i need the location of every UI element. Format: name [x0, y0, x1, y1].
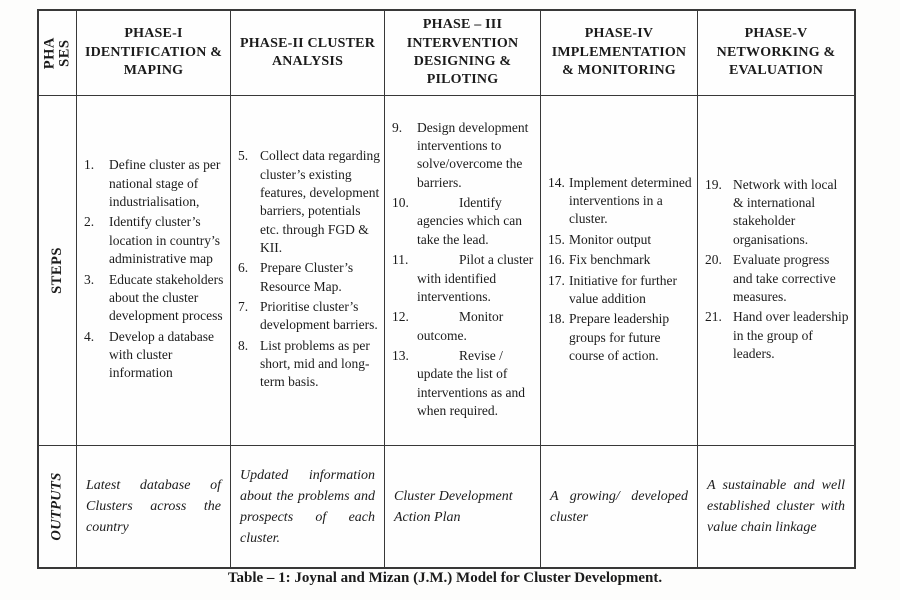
step-number: 18.: [548, 311, 565, 327]
step-number: 15.: [548, 231, 565, 247]
row-label-steps-cell: [39, 96, 77, 446]
step-item: [238, 259, 381, 296]
step-item: [84, 328, 227, 383]
step-text: Prioritise cluster’s development barriers.: [260, 299, 378, 333]
step-text: Monitor outcome.: [417, 309, 504, 343]
step-item: [392, 194, 537, 249]
step-item: [548, 174, 694, 229]
step-text: Prepare Cluster’s Resource Map.: [260, 260, 354, 294]
step-text: Initiative for further value addition: [569, 272, 677, 306]
step-item: [392, 308, 537, 345]
step-item: [84, 156, 227, 211]
step-text: Design development interventions to solve/overcome the barriers.: [417, 119, 529, 190]
phase-3-steps-cell: [385, 96, 541, 446]
phase-2-steps-cell: [231, 96, 385, 446]
step-item: [84, 271, 227, 326]
step-number: 1.: [84, 157, 95, 173]
step-text: Define cluster as per national stage of industrialisation,: [109, 157, 221, 210]
phase-4-steps-cell: [541, 96, 698, 446]
step-number: 6.: [238, 260, 249, 276]
step-item: [392, 347, 537, 420]
step-item: [84, 213, 227, 268]
step-number: 14.: [548, 174, 565, 190]
table-caption: Table – 1: Joynal and Mizan (J.M.) Model for Cluster Development.: [227, 570, 663, 586]
step-item: [548, 310, 694, 365]
step-text: List problems as per short, mid and long-term basis.: [260, 337, 370, 390]
step-text: Network with local & international stakeholder organisations.: [733, 176, 838, 247]
step-text: Pilot a cluster with identified interventions.: [417, 252, 534, 304]
step-item: [705, 251, 851, 306]
step-item: [392, 119, 537, 192]
step-number: 5.: [238, 148, 249, 164]
phase-2-output: Updated information about the problems and prospects of each cluster.: [231, 446, 385, 567]
step-text: Implement determined interventions in a cluster.: [569, 174, 692, 227]
jm-model-table: [37, 9, 856, 569]
phase-5-output: A sustainable and well established cluster with value chain linkage: [707, 478, 845, 535]
phase-1-steps-cell: [77, 96, 231, 446]
phase-3-output: Cluster Development Action Plan: [385, 446, 541, 567]
step-number: 11.: [392, 252, 409, 268]
step-item: [238, 298, 381, 335]
phase-3-header: PHASE – III INTERVENTION DESIGNING & PILOTING: [385, 11, 541, 96]
step-text: Collect data regarding cluster’s existing features, development barriers, potentials etc. through FGD & KII.: [260, 148, 380, 255]
step-number: 17.: [548, 272, 565, 288]
row-label-steps: STEPS: [49, 247, 65, 294]
step-item: [705, 308, 851, 363]
phase-4-header: PHASE-IV IMPLEMENTATION & MONITORING: [541, 11, 698, 96]
step-number: 8.: [238, 337, 249, 353]
step-number: 3.: [84, 271, 95, 287]
row-label-phases-cell: [39, 11, 77, 96]
row-label-outputs-cell: [39, 446, 77, 567]
step-number: 13.: [392, 347, 409, 363]
step-item: [238, 147, 381, 257]
phase-5-header: PHASE-V NETWORKING & EVALUATION: [698, 11, 854, 96]
step-text: Develop a database with cluster information: [109, 328, 214, 381]
step-item: [548, 231, 694, 249]
step-number: 20.: [705, 252, 722, 268]
step-text: Educate stakeholders about the cluster development process: [109, 271, 224, 324]
step-text: Prepare leadership groups for future course of action.: [569, 311, 670, 363]
step-number: 16.: [548, 252, 565, 268]
step-number: 10.: [392, 195, 409, 211]
step-number: 4.: [84, 328, 95, 344]
step-number: 12.: [392, 309, 409, 325]
step-item: [705, 176, 851, 249]
row-label-phases: PHASES: [41, 36, 73, 70]
step-item: [548, 251, 694, 269]
step-number: 7.: [238, 299, 249, 315]
phase-4-output: A growing/ developed cluster: [541, 446, 698, 567]
step-text: Identify cluster’s location in country’s administrative map: [109, 214, 220, 267]
step-text: Fix benchmark: [569, 252, 651, 268]
step-item: [548, 272, 694, 309]
step-text: Hand over leadership in the group of leaders.: [733, 309, 849, 361]
step-text: Identify agencies which can take the lead.: [417, 195, 522, 247]
step-number: 9.: [392, 119, 403, 135]
phase-1-output: Latest database of Clusters across the country: [77, 446, 231, 567]
step-text: Evaluate progress and take corrective measures.: [733, 252, 836, 304]
step-number: 2.: [84, 214, 95, 230]
step-text: Monitor output: [569, 231, 652, 247]
row-label-outputs: OUTPUTS: [49, 472, 65, 541]
phase-5-steps-cell: [698, 96, 854, 446]
step-number: 21.: [705, 309, 722, 325]
phase-2-header: PHASE-II CLUSTER ANALYSIS: [231, 11, 385, 96]
step-item: [392, 251, 537, 306]
step-number: 19.: [705, 176, 722, 192]
step-text: Revise / update the list of interventions as and when required.: [417, 347, 525, 419]
step-item: [238, 337, 381, 392]
phase-1-header: PHASE-I IDENTIFICATION & MAPING: [77, 11, 231, 96]
